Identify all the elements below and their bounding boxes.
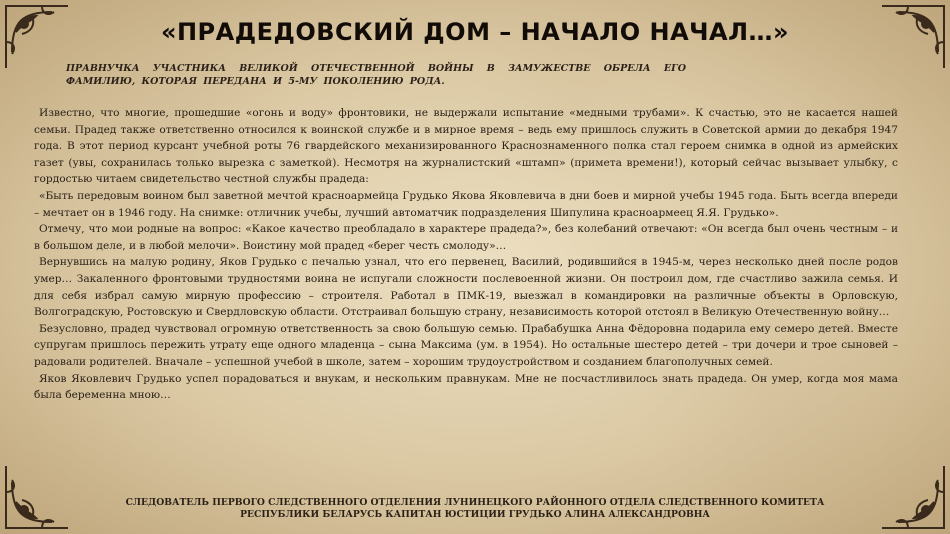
paragraph-3: Отмечу, что мои родные на вопрос: «Какое качество преобладало в характере прадеда?», без колебаний отвечают: «Он всегда был очень честным – и в большом деле, и в любой мелочи». Воистину мой прадед «берег честь смолоду»…	[34, 223, 898, 252]
paragraph-4: Вернувшись на малую родину, Яков Грудько с печалью узнал, что его первенец, Василий, родившийся в 1945-м, через несколько дней после родов умер… Закаленного фронтовыми трудностями воина не испугали сложности послевоенной жизни. Он построил дом, где счастливо зажила семья. И для себя избрал самую мирную профессию – строителя. Работал в ПМК-19, выезжал в командировки на различные объекты в Орловскую, Волгоградскую, Ростовскую и Свердловскую области. Отстраивал большую страну, независимость которой отстоял в Великую Отечественную войну…	[34, 256, 898, 319]
author-signature: СЛЕДОВАТЕЛЬ ПЕРВОГО СЛЕДСТВЕННОГО ОТДЕЛЕНИЯ ЛУНИНЕЦКОГО РАЙОННОГО ОТДЕЛА СЛЕДСТВЕННОГО КОМИТЕТА РЕСПУБЛИКИ БЕЛАРУСЬ КАПИТАН ЮСТИЦИИ ГРУДЬКО АЛИНА АЛЕКСАНДРОВНА	[125, 497, 825, 520]
subtitle: ПРАВНУЧКА УЧАСТНИКА ВЕЛИКОЙ ОТЕЧЕСТВЕННОЙ ВОЙНЫ В ЗАМУЖЕСТВЕ ОБРЕЛА ЕГО ФАМИЛИЮ, КОТОРАЯ ПЕРЕДАНА И 5-МУ ПОКОЛЕНИЮ РОДА.	[66, 63, 686, 87]
paragraph-6: Яков Яковлевич Грудько успел порадоваться и внукам, и нескольким правнукам. Мне не посчастливилось знать прадеда. Он умер, когда моя мама была беременна мною…	[34, 372, 898, 402]
corner-ornament-bottom-left	[2, 462, 72, 532]
paragraph-5: Безусловно, прадед чувствовал огромную ответственность за свою большую семью. Прабабушка Анна Фёдоровна подарила ему семеро детей. Вместе супругам пришлось пережить утрату еще одного младенца – сына Максима (ум. в 1954). Но остальные шестеро детей – три дочери и трое сыновей – радовали родителей. Вначале – успешной учебой в школе, затем – хорошим трудоустройством и созданием благополучных семей.	[34, 322, 898, 368]
corner-ornament-bottom-right	[878, 462, 948, 532]
page-title: «ПРАДЕДОВСКИЙ ДОМ – НАЧАЛО НАЧАЛ…»	[160, 18, 790, 46]
paragraph-2: «Быть передовым воином был заветной мечтой красноармейца Грудько Якова Яковлевича в дни боев и мирной учебы 1945 года. Быть всегда впереди – мечтает он в 1946 году. На снимке: отличник учебы, лучший автоматчик подразделения Шипулина красноармеец Я.Я. Грудько».	[34, 189, 898, 219]
article-body	[34, 105, 898, 404]
paragraph-1: Известно, что многие, прошедшие «огонь и воду» фронтовики, не выдержали испытание «медными трубами». К счастью, это не касается нашей семьи. Прадед также ответственно относился к воинской службе и в мирное время – ведь ему пришлось служить в Советской армии до декабря 1947 года. В этот период курсант учебной роты 76 гвардейского механизированного Краснознаменного полка стал героем снимка в одной из армейских газет (увы, сохранилась только вырезка с заметкой). Несмотря на журналистский «штамп» (примета времени!), который сейчас вызывает улыбку, с гордостью читаем свидетельство честной службы прадеда:	[34, 107, 898, 186]
